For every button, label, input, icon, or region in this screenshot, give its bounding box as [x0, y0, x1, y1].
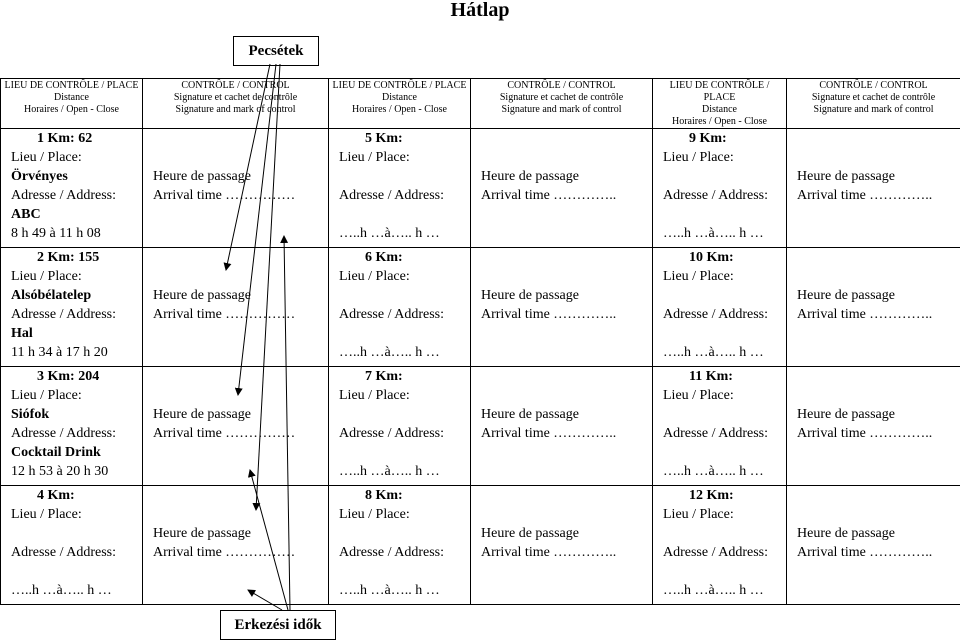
address-label: Adresse / Address: — [663, 426, 768, 441]
km-label: Km: — [699, 131, 727, 146]
checkpoint-number: 9 — [689, 131, 696, 146]
control-stamp-cell[interactable] — [143, 486, 329, 605]
place-label: Lieu / Place: — [339, 269, 410, 284]
checkpoint-number-km — [663, 486, 786, 505]
arrival-time-field: Arrival time …………… — [153, 188, 296, 203]
passage-label: Heure de passage — [481, 288, 579, 303]
control-stamp-cell[interactable] — [787, 367, 960, 486]
control-stamp-cell[interactable] — [471, 486, 653, 605]
address-label: Adresse / Address: — [339, 188, 444, 203]
passage-label: Heure de passage — [153, 288, 251, 303]
control-header: CONTRÔLE / CONTROL Signature et cachet de contrôle Signature and mark of control — [143, 79, 329, 129]
arrival-time-field: Arrival time ………….. — [481, 307, 617, 322]
passage-label: Heure de passage — [797, 407, 895, 422]
km-label: Km: — [375, 250, 403, 265]
checkpoint-number: 10 — [689, 250, 703, 265]
arrival-time-field: Arrival time ………….. — [481, 545, 617, 560]
checkpoint-number: 2 — [37, 250, 44, 265]
address-label: Adresse / Address: — [663, 188, 768, 203]
address-value: Cocktail Drink — [11, 445, 101, 460]
opening-hours: …..h …à….. h … — [11, 583, 112, 598]
control-stamp-cell[interactable] — [471, 129, 653, 248]
place-header: LIEU DE CONTRÔLE / PLACE Distance Horaires / Open - Close — [1, 79, 143, 129]
passage-label: Heure de passage — [797, 526, 895, 541]
opening-hours: …..h …à….. h … — [663, 226, 764, 241]
arrival-time-field: Arrival time ………….. — [481, 426, 617, 441]
control-header: CONTRÔLE / CONTROL Signature et cachet de contrôle Signature and mark of control — [787, 79, 960, 129]
arrival-times-callout: Erkezési idők — [220, 610, 336, 640]
checkpoint-number-km — [11, 367, 142, 386]
table-row — [1, 129, 960, 248]
checkpoint-number-km — [663, 248, 786, 267]
passage-label: Heure de passage — [797, 288, 895, 303]
km-label: Km: — [47, 131, 75, 146]
arrival-time-field: Arrival time ………….. — [797, 426, 933, 441]
address-label: Adresse / Address: — [339, 307, 444, 322]
opening-hours: …..h …à….. h … — [339, 226, 440, 241]
control-stamp-cell[interactable] — [471, 248, 653, 367]
control-header: CONTRÔLE / CONTROL Signature et cachet de contrôle Signature and mark of control — [471, 79, 653, 129]
checkpoint-number-km — [339, 248, 470, 267]
checkpoint-number: 6 — [365, 250, 372, 265]
table-row — [1, 486, 960, 605]
passage-label: Heure de passage — [481, 407, 579, 422]
control-stamp-cell[interactable] — [143, 129, 329, 248]
checkpoint-number-km — [339, 486, 470, 505]
checkpoint-number-km — [11, 486, 142, 505]
control-stamp-cell[interactable] — [143, 248, 329, 367]
stamps-callout: Pecsétek — [233, 36, 319, 66]
place-label: Lieu / Place: — [339, 507, 410, 522]
page-title: Hátlap — [450, 0, 510, 21]
checkpoint-number-km — [663, 129, 786, 148]
checkpoint-cell — [1, 367, 143, 486]
km-value: 155 — [78, 250, 100, 265]
opening-hours: …..h …à….. h … — [339, 583, 440, 598]
arrival-time-field: Arrival time …………… — [153, 545, 296, 560]
place-label: Lieu / Place: — [663, 150, 734, 165]
km-label: Km: — [706, 488, 734, 503]
checkpoint-number: 3 — [37, 369, 44, 384]
km-label: Km: — [706, 250, 734, 265]
address-value: Hal — [11, 326, 33, 341]
checkpoint-cell — [653, 129, 787, 248]
address-label: Adresse / Address: — [663, 545, 768, 560]
address-label: Adresse / Address: — [663, 307, 768, 322]
checkpoint-number-km — [339, 367, 470, 386]
km-label: Km: — [47, 488, 75, 503]
checkpoint-cell — [329, 129, 471, 248]
checkpoint-number: 5 — [365, 131, 372, 146]
place-header: LIEU DE CONTRÔLE / PLACE Distance Horaires / Open - Close — [329, 79, 471, 129]
place-label: Lieu / Place: — [11, 507, 82, 522]
checkpoint-number-km — [663, 367, 786, 386]
km-label: Km: — [375, 488, 403, 503]
address-label: Adresse / Address: — [11, 545, 116, 560]
arrival-time-field: Arrival time ………….. — [797, 188, 933, 203]
address-label: Adresse / Address: — [339, 426, 444, 441]
checkpoint-cell — [329, 248, 471, 367]
opening-hours: …..h …à….. h … — [339, 464, 440, 479]
checkpoint-number: 1 — [37, 131, 44, 146]
table-row — [1, 367, 960, 486]
header-row — [1, 79, 960, 129]
place-label: Lieu / Place: — [11, 269, 82, 284]
place-label: Lieu / Place: — [11, 150, 82, 165]
arrival-time-field: Arrival time ………….. — [797, 307, 933, 322]
table-row — [1, 248, 960, 367]
km-value: 62 — [78, 131, 93, 146]
checkpoint-number-km — [11, 129, 142, 148]
arrival-time-field: Arrival time ………….. — [797, 545, 933, 560]
checkpoint-number: 4 — [37, 488, 44, 503]
address-label: Adresse / Address: — [11, 426, 116, 441]
checkpoint-cell — [329, 367, 471, 486]
passage-label: Heure de passage — [481, 526, 579, 541]
place-label: Lieu / Place: — [11, 388, 82, 403]
checkpoint-cell — [653, 486, 787, 605]
place-header: LIEU DE CONTRÔLE / PLACE Distance Horaires / Open - Close — [653, 79, 787, 129]
control-stamp-cell[interactable] — [787, 486, 960, 605]
control-stamp-cell[interactable] — [471, 367, 653, 486]
checkpoint-table — [0, 78, 960, 605]
checkpoint-number: 7 — [365, 369, 372, 384]
opening-hours: 8 h 49 à 11 h 08 — [11, 226, 101, 241]
km-label: Km: — [375, 369, 403, 384]
control-stamp-cell[interactable] — [143, 367, 329, 486]
checkpoint-cell — [1, 129, 143, 248]
km-label: Km: — [375, 131, 403, 146]
opening-hours: …..h …à….. h … — [663, 583, 764, 598]
place-label: Lieu / Place: — [663, 388, 734, 403]
checkpoint-cell — [1, 248, 143, 367]
place-value: Siófok — [11, 407, 50, 422]
opening-hours: …..h …à….. h … — [339, 345, 440, 360]
place-label: Lieu / Place: — [663, 269, 734, 284]
checkpoint-cell — [653, 248, 787, 367]
km-label: Km: — [705, 369, 733, 384]
checkpoint-cell — [1, 486, 143, 605]
passage-label: Heure de passage — [481, 169, 579, 184]
opening-hours: 12 h 53 à 20 h 30 — [11, 464, 109, 479]
checkpoint-cell — [329, 486, 471, 605]
address-label: Adresse / Address: — [11, 188, 116, 203]
km-label: Km: — [47, 250, 75, 265]
km-value: 204 — [78, 369, 100, 384]
checkpoint-number-km — [11, 248, 142, 267]
checkpoint-number: 11 — [689, 369, 703, 384]
address-label: Adresse / Address: — [11, 307, 116, 322]
passage-label: Heure de passage — [153, 526, 251, 541]
passage-label: Heure de passage — [153, 407, 251, 422]
checkpoint-number-km — [339, 129, 470, 148]
checkpoint-number: 8 — [365, 488, 372, 503]
opening-hours: …..h …à….. h … — [663, 345, 764, 360]
opening-hours: …..h …à….. h … — [663, 464, 764, 479]
checkpoint-number: 12 — [689, 488, 703, 503]
control-stamp-cell[interactable] — [787, 129, 960, 248]
control-stamp-cell[interactable] — [787, 248, 960, 367]
km-label: Km: — [47, 369, 75, 384]
place-label: Lieu / Place: — [339, 150, 410, 165]
place-label: Lieu / Place: — [663, 507, 734, 522]
checkpoint-cell — [653, 367, 787, 486]
arrival-time-field: Arrival time …………… — [153, 307, 296, 322]
arrival-time-field: Arrival time …………… — [153, 426, 296, 441]
address-value: ABC — [11, 207, 41, 222]
opening-hours: 11 h 34 à 17 h 20 — [11, 345, 108, 360]
passage-label: Heure de passage — [797, 169, 895, 184]
place-value: Alsóbélatelep — [11, 288, 92, 303]
arrival-time-field: Arrival time ………….. — [481, 188, 617, 203]
passage-label: Heure de passage — [153, 169, 251, 184]
address-label: Adresse / Address: — [339, 545, 444, 560]
place-value: Örvényes — [11, 169, 68, 184]
place-label: Lieu / Place: — [339, 388, 410, 403]
